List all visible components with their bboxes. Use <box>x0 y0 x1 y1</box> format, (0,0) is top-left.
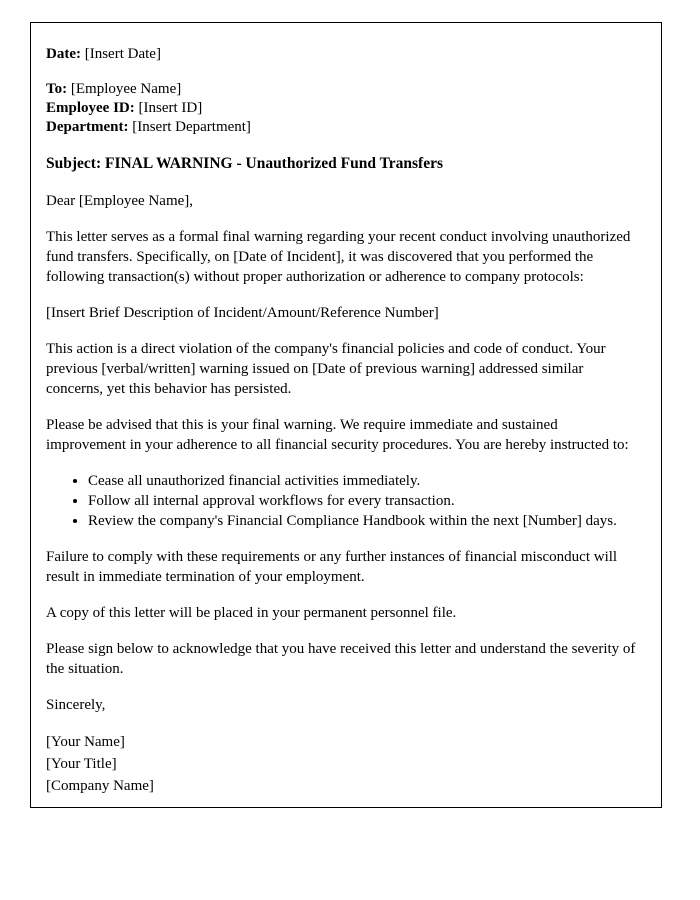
list-item: • Review the company's Financial Compliance Handbook within the next [Number] days. <box>88 511 636 531</box>
employee-id-line <box>46 99 636 118</box>
to-label: To: <box>46 81 68 97</box>
paragraph-3: This action is a direct violation of the company's financial policies and code of conduct. Your previous [verbal/written] warning issued on [Date of previous warning] addressed similar concerns, yet this behavior has persisted. <box>46 341 606 397</box>
to-line <box>46 80 636 99</box>
recipient-block <box>46 80 636 137</box>
paragraph-2: [Insert Brief Description of Incident/Amount/Reference Number] <box>46 305 439 321</box>
salutation: Dear [Employee Name], <box>46 193 194 209</box>
instruction-list <box>46 471 636 531</box>
employee-id-value: [Insert ID] <box>138 100 203 116</box>
employee-id-label: Employee ID: <box>46 100 135 116</box>
date-line <box>46 44 636 64</box>
signature-title: [Your Title] <box>46 756 117 772</box>
paragraph-4: Please be advised that this is your final warning. We require immediate and sustained improvement in your adherence to all financial security procedures. You are hereby instructed to: <box>46 417 629 453</box>
list-item: • Follow all internal approval workflows for every transaction. <box>88 491 636 511</box>
department-value: [Insert Department] <box>132 119 251 135</box>
paragraph-6: A copy of this letter will be placed in your permanent personnel file. <box>46 605 457 621</box>
department-line <box>46 118 636 137</box>
signature-company: [Company Name] <box>46 778 154 794</box>
signature-name: [Your Name] <box>46 734 125 750</box>
paragraph-1: This letter serves as a formal final warning regarding your recent conduct involving unauthorized fund transfers. Specifically, on [Date of Incident], it was discovered that you performed the following transaction(s) without proper authorization or adherence to company protocols: <box>46 229 631 285</box>
signature-block <box>46 731 636 797</box>
paragraph-5: Failure to comply with these requirements or any further instances of financial misconduct will result in immediate termination of your employment. <box>46 549 618 585</box>
paragraph-7: Please sign below to acknowledge that you have received this letter and understand the severity of the situation. <box>46 641 636 677</box>
letter-body <box>46 44 636 797</box>
department-label: Department: <box>46 119 129 135</box>
subject-line: Subject: FINAL WARNING - Unauthorized Fund Transfers <box>46 155 444 172</box>
date-value: [Insert Date] <box>84 46 161 62</box>
list-item: • Cease all unauthorized financial activities immediately. <box>88 471 636 491</box>
to-value: [Employee Name] <box>70 81 182 97</box>
date-label: Date: <box>46 46 81 62</box>
closing: Sincerely, <box>46 697 106 713</box>
